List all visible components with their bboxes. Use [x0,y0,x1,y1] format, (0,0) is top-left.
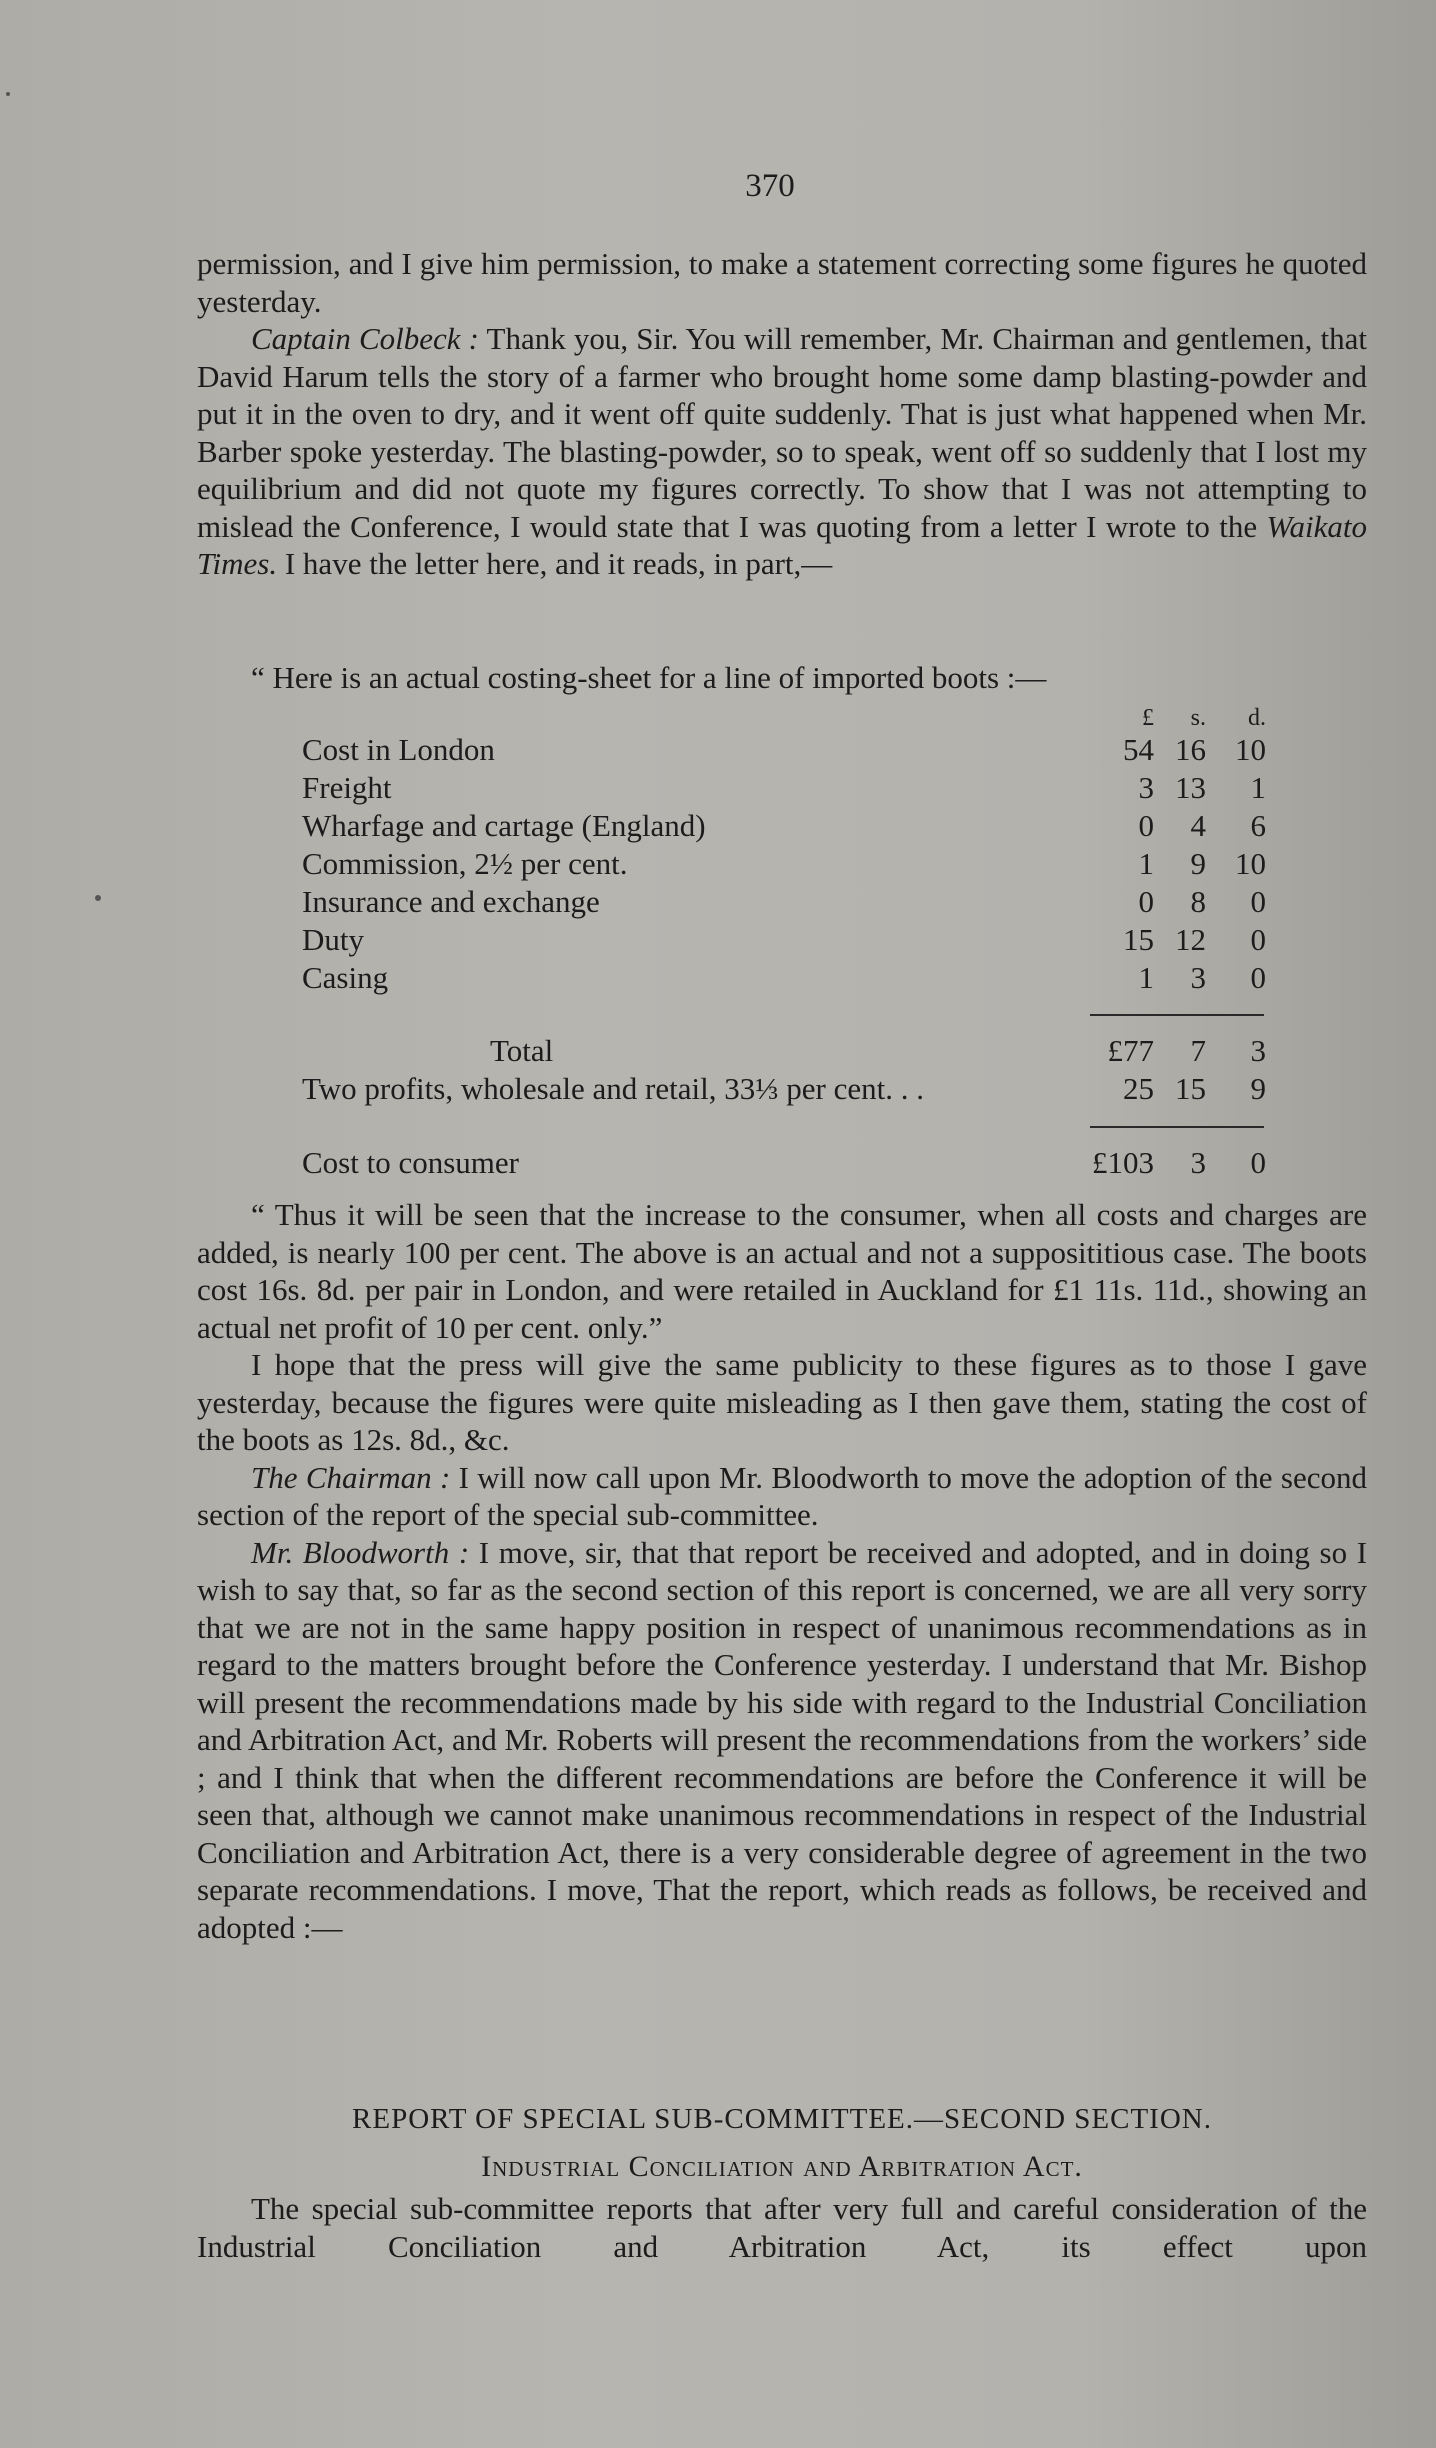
consumer-shillings: 3 [1190,1145,1206,1180]
header-pence: d. [1248,705,1266,731]
bloodworth-text: I move, sir, that that report be received and adopted, and in doing so I wish to say that, so far as the second section of this report is concerned, we are all very sorry that we are not in the same happy position in respect of unanimous recommendations as in regard to the matters brought before the Conference yesterday. I understand that Mr. Bishop will present the recommendations made by his side with regard to the Industrial Conciliation and Arbitration Act, and Mr. Roberts will present the recommendations from the workers’ side ; and I think that when the different recommendations are before the Conference it will be seen that, although we cannot make unanimous recommendations in respect of the Industrial Conciliation and Arbitration Act, there is a very considerable degree of agreement in the two separate recommendations. I move, That the report, which reads as follows, be received and adopted :— [197,1534,1368,1945]
cost-shillings: 9 [1190,846,1206,881]
cost-row-consumer [302,1145,1266,1183]
total-pence: 3 [1250,1033,1266,1068]
cost-pence: 0 [1250,884,1266,919]
profits-label: Two profits, wholesale and retail, 33⅓ per cent. . . [302,1071,924,1106]
profits-shillings: 15 [1175,1071,1206,1106]
colbeck-speech [197,320,1367,583]
cost-pounds: 1 [1138,846,1154,881]
opening-paragraph [197,245,1367,320]
cost-row-london [302,732,1266,770]
page-number: 370 [745,168,795,204]
cost-pence: 1 [1250,770,1266,805]
cost-pounds: 15 [1123,922,1154,957]
report-subtitle: Industrial Conciliation and Arbitration Act. [481,2150,1083,2183]
total-shillings: 7 [1190,1033,1206,1068]
chairman-text: I will now call upon Mr. Bloodworth to move the adoption of the second section of the report of the special sub-committee. [197,1459,1367,1532]
cost-shillings: 13 [1175,770,1206,805]
cost-pounds: 0 [1138,808,1154,843]
paper-speck [6,92,10,96]
cost-row-total [302,1033,1266,1071]
speaker-chairman: The Chairman : [251,1459,451,1495]
header-pounds: £ [1142,705,1154,731]
cost-label: Cost in London [302,732,495,767]
report-body [197,2190,1367,2265]
subtotal-rule [1090,1014,1264,1016]
total-label: Total [490,1033,554,1068]
cost-label: Duty [302,922,364,957]
cost-row-freight [302,770,1266,808]
quote-close-block [197,1196,1367,1946]
cost-pence: 6 [1250,808,1266,843]
speaker-bloodworth: Mr. Bloodworth : [251,1534,470,1570]
cost-pence: 10 [1235,846,1266,881]
cost-row-profits [302,1071,1266,1109]
cost-shillings: 8 [1190,884,1206,919]
cost-label: Wharfage and cartage (England) [302,808,706,843]
profits-pounds: 25 [1123,1071,1154,1106]
cost-row-wharfage [302,808,1266,846]
paper-speck [95,895,101,901]
consumer-pounds: £103 [1092,1145,1154,1180]
cost-pounds: 54 [1123,732,1154,767]
cost-label: Freight [302,770,392,805]
quote-intro: “ Here is an actual costing-sheet for a line of imported boots :— [251,660,1047,695]
cost-label: Commission, 2½ per cent. [302,846,628,881]
cost-pounds: 3 [1138,770,1154,805]
colbeck-text-b: I have the letter here, and it reads, in part,— [284,546,833,581]
cost-pence: 10 [1235,732,1266,767]
consumer-pence: 0 [1250,1145,1266,1180]
total-pounds: £77 [1107,1033,1154,1068]
total-rule [1090,1126,1264,1128]
cost-shillings: 12 [1175,922,1206,957]
cost-pence: 0 [1250,960,1266,995]
cost-label: Insurance and exchange [302,884,600,919]
profits-pence: 9 [1250,1071,1266,1106]
permission-text: permission, and I give him permission, to make a statement correcting some figures he quoted yesterday. [197,246,1367,319]
cost-row-duty [302,922,1266,960]
chairman-paragraph [197,1459,1367,1534]
newspaper-name: Waikato Times. [197,508,1368,581]
cost-row-insurance [302,884,1266,922]
header-shillings: s. [1190,705,1206,731]
report-paragraph: The special sub-committee reports that after very full and careful consideration of the Industrial Conciliation and Arbitration Act, its effect upon [197,2191,1367,2264]
costing-header-row [302,705,1266,735]
consumer-label: Cost to consumer [302,1145,519,1180]
quote-close: “ Thus it will be seen that the increase to the consumer, when all costs and charges are added, is nearly 100 per cent. The above is an actual and not a supposititious case. The boots cost 16s. 8d. per pair in London, and were retailed in Auckland for £1 11s. 11d., showing an actual net profit of 10 per cent. only.” [197,1197,1367,1345]
cost-pence: 0 [1250,922,1266,957]
bloodworth-paragraph [197,1534,1367,1947]
speaker-colbeck: Captain Colbeck : [251,321,479,356]
cost-pounds: 0 [1138,884,1154,919]
cost-shillings: 16 [1175,732,1206,767]
colbeck-paragraph [197,320,1367,583]
cost-pounds: 1 [1138,960,1154,995]
cost-shillings: 4 [1190,808,1206,843]
quote-intro-block [197,659,1367,697]
cost-row-commission [302,846,1266,884]
cost-shillings: 3 [1190,960,1206,995]
report-title: REPORT OF SPECIAL SUB-COMMITTEE.—SECOND SECTION. [352,2103,1212,2135]
colbeck-text-a: Thank you, Sir. You will remember, Mr. Chairman and gentlemen, that David Harum tells the story of a farmer who brought home some damp blasting-powder and put it in the oven to dry, and it went off quite suddenly. That is just what happened when Mr. Barber spoke yesterday. The blasting-powder, so to speak, went off so suddenly that I lost my equilibrium and did not quote my figures correctly. To show that I was not attempting to mislead the Conference, I would state that I was quoting from a letter I wrote to the [197,321,1367,544]
hope-paragraph: I hope that the press will give the same publicity to these figures as to those I gave yesterday, because the figures were quite misleading as I then gave them, stating the cost of the boots as 12s. 8d., &c. [197,1347,1367,1457]
cost-row-casing [302,960,1266,998]
cost-label: Casing [302,960,389,995]
